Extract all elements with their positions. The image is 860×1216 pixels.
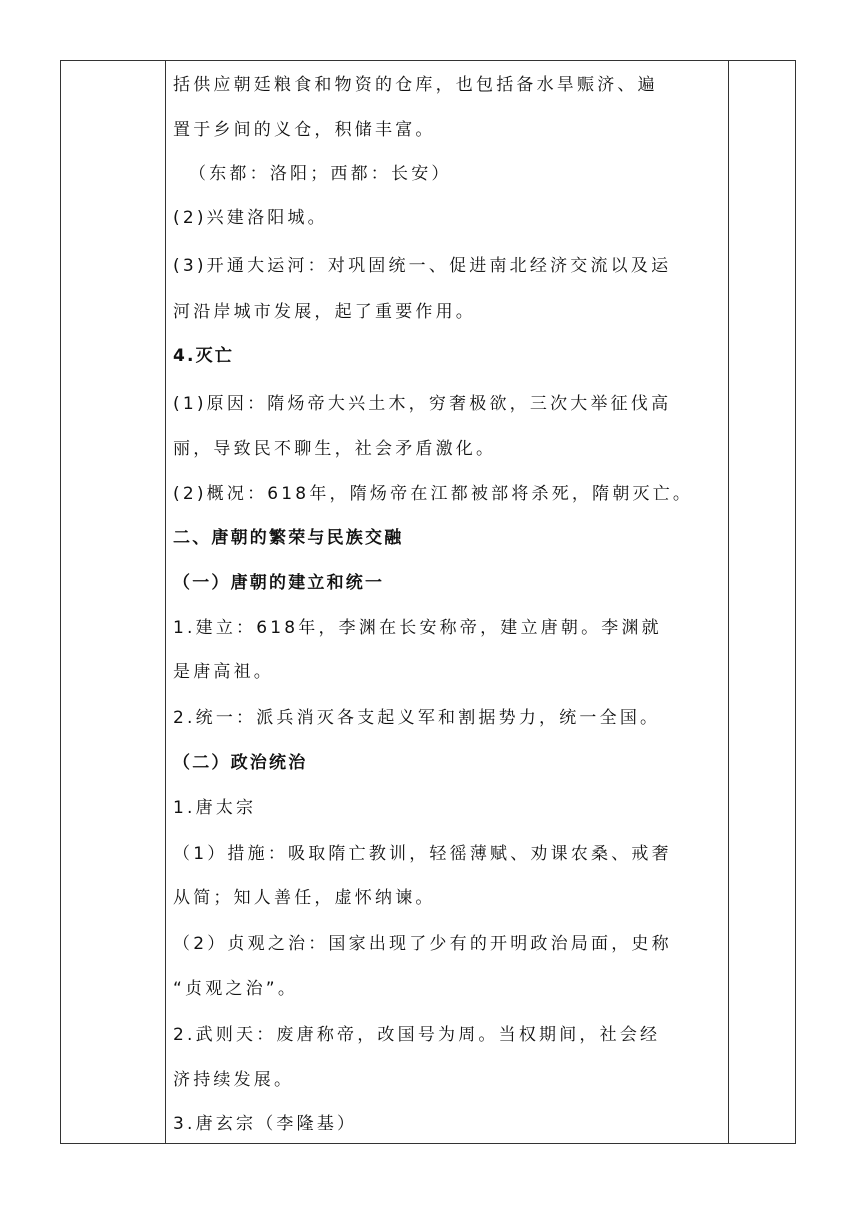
text-line: 置于乡间的义仓，积储丰富。 <box>173 120 436 140</box>
text-line: 是唐高祖。 <box>173 662 274 682</box>
text-line: （1）措施：吸取隋亡教训，轻徭薄赋、劝课农桑、戒奢 <box>173 844 672 864</box>
column-divider-right <box>728 61 729 1143</box>
text-line: (2)兴建洛阳城。 <box>173 208 328 228</box>
text-line: 1.建立：618年，李渊在长安称帝，建立唐朝。李渊就 <box>173 618 662 638</box>
text-line: （东都：洛阳；西都：长安） <box>189 164 452 184</box>
column-divider-left <box>165 61 166 1143</box>
text-line: (1)原因：隋炀帝大兴土木，穷奢极欲，三次大举征伐高 <box>173 394 672 414</box>
text-line: 括供应朝廷粮食和物资的仓库，也包括备水旱赈济、遍 <box>173 75 658 95</box>
text-line: (2)概况：618年，隋炀帝在江都被部将杀死，隋朝灭亡。 <box>173 484 694 504</box>
text-line: （2）贞观之治：国家出现了少有的开明政治局面，史称 <box>173 934 672 954</box>
text-line: 2.统一：派兵消灭各支起义军和割据势力，统一全国。 <box>173 708 661 728</box>
text-line: 1.唐太宗 <box>173 798 257 818</box>
lesson-table <box>60 60 796 1144</box>
text-line: (3)开通大运河：对巩固统一、促进南北经济交流以及运 <box>173 256 672 276</box>
text-line: 丽，导致民不聊生，社会矛盾激化。 <box>173 439 497 459</box>
text-line: 2.武则天：废唐称帝，改国号为周。当权期间，社会经 <box>173 1025 661 1045</box>
text-line: 济持续发展。 <box>173 1070 295 1090</box>
subsection-heading: （一）唐朝的建立和统一 <box>173 573 385 593</box>
text-line: 从简；知人善任，虚怀纳谏。 <box>173 888 436 908</box>
section-heading: 4.灭亡 <box>173 346 235 366</box>
text-line: “贞观之治”。 <box>173 979 299 999</box>
text-line: 河沿岸城市发展，起了重要作用。 <box>173 302 476 322</box>
text-line: 3.唐玄宗（李隆基） <box>173 1114 358 1134</box>
subsection-heading: （二）政治统治 <box>173 753 308 773</box>
section-heading: 二、唐朝的繁荣与民族交融 <box>173 528 404 548</box>
